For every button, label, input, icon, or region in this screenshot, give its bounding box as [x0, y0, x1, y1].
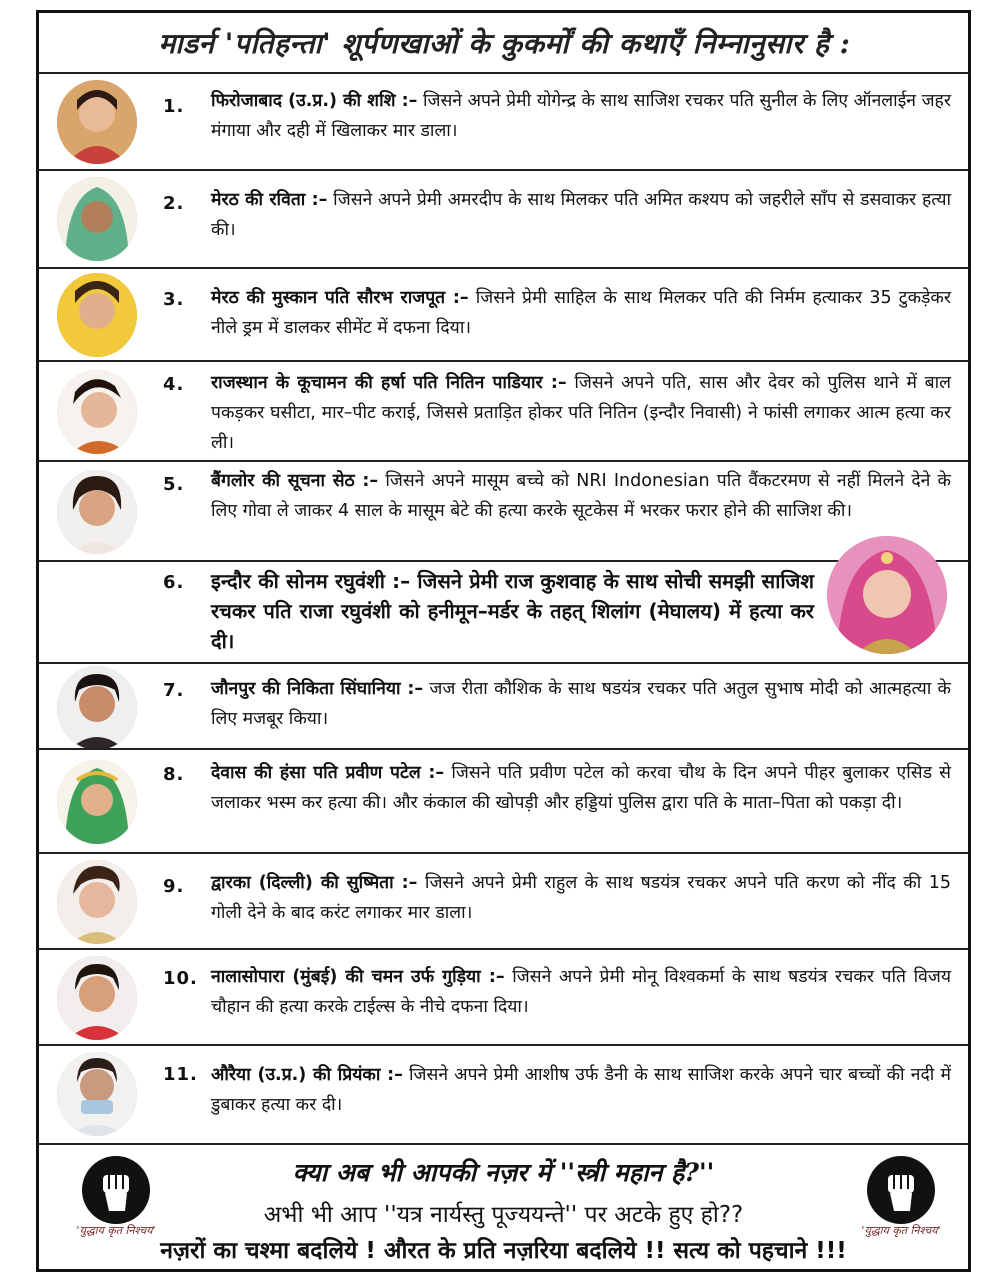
- badge-caption: 'युद्धाय कृत निश्चय': [861, 1224, 941, 1237]
- entry-number: 3.: [163, 289, 185, 310]
- entry-row-11: [38, 1044, 969, 1143]
- portrait-photo: [57, 80, 137, 164]
- entry-text: [211, 566, 814, 656]
- entry-text: [211, 283, 951, 343]
- portrait-photo: [57, 760, 137, 844]
- footer-section: [38, 1143, 969, 1270]
- entry-description: जिसने अपने पति, सास और देवर को पुलिस थाने में बाल पकड़कर घसीटा, मार–पीट कराई, जिससे प्रताड़ित होकर पति नितिन (इन्दौर निवासी) ने फांसी लगाकर आत्म हत्या कर ली।: [211, 373, 951, 453]
- entry-row-7: [38, 662, 969, 748]
- entry-description: जिसने अपने प्रेमी आशीष उर्फ डैनी के साथ साजिश करके अपने चार बच्चों की नदी में डुबाकर हत्या कर दी।: [211, 1065, 951, 1115]
- entry-name: औरैया (उ.प्र.) की प्रियंका :–: [211, 1065, 403, 1085]
- entry-name: मेरठ की मुस्कान पति सौरभ राजपूत :–: [211, 288, 469, 308]
- entry-text: [211, 185, 951, 245]
- entry-text: [211, 86, 951, 146]
- entry-name: जौनपुर की निकिता सिंघानिया :–: [211, 679, 424, 699]
- footer-slogan: नज़रों का चश्मा बदलिये ! औरत के प्रति नज़रिया बदलिये !! सत्य को पहचाने !!!: [160, 1238, 847, 1264]
- entry-number: 4.: [163, 374, 185, 395]
- entry-description: जिसने प्रेमी साहिल के साथ मिलकर पति की निर्मम हत्याकर 35 टुकड़ेकर नीले ड्रम में डालकर सीमेंट में दफना दिया।: [211, 288, 951, 338]
- entry-name: द्वारका (दिल्ली) की सुष्मिता :–: [211, 873, 418, 893]
- entry-description: जिसने अपने मासूम बच्चे को NRI Indonesian पति वैंकटरमण से नहीं मिलने देने के लिए गोवा ले जाकर 4 साल के मासूम बेटे की हत्या करके सूटकेस में भरकर फरार होने की साजिश की।: [211, 471, 951, 521]
- entry-text: [211, 674, 951, 734]
- entry-number: 7.: [163, 680, 185, 701]
- portrait-photo: [57, 860, 137, 944]
- portrait-photo: [57, 666, 137, 750]
- entry-text: [211, 1060, 951, 1120]
- entry-row-6: [38, 560, 969, 662]
- entry-row-3: [38, 267, 969, 360]
- portrait-photo: [57, 1052, 137, 1136]
- entry-number: 2.: [163, 193, 185, 214]
- entry-name: फिरोजाबाद (उ.प्र.) की शशि :–: [211, 91, 418, 111]
- entry-name: इन्दौर की सोनम रघुवंशी :–: [211, 569, 411, 593]
- footer-line-2: अभी भी आप ''यत्र नार्यस्तु पूज्ययन्ते'' पर अटके हुए हो??: [263, 1202, 744, 1228]
- entry-description: जिसने अपने प्रेमी मोनू विश्वकर्मा के साथ षडयंत्र रचकर पति विजय चौहान की हत्या करके टाईल्स के नीचे दफना दिया।: [211, 967, 952, 1017]
- page-title: माडर्न 'पतिहन्ता' शूर्पणखाओं के कुकर्मों की कथाएँ निम्नानुसार है :: [158, 27, 851, 60]
- entry-number: 8.: [163, 764, 185, 785]
- entry-description: जिसने पति प्रवीण पटेल को करवा चौथ के दिन अपने पीहर बुलाकर एसिड से जलाकर भस्म कर हत्या की। और कंकाल की खोपड़ी और हड्डियां पुलिस द्वारा पति के माता–पिता को पकड़ा दी।: [211, 763, 952, 813]
- entry-row-10: [38, 948, 969, 1044]
- entry-number: 10.: [163, 968, 198, 989]
- entry-row-1: [38, 72, 969, 169]
- entry-description: जिसने अपने प्रेमी योगेन्द्र के साथ साजिश रचकर पति सुनील के लिए ऑनलाईन जहर मंगाया और दही में खिलाकर मार डाला।: [211, 91, 952, 141]
- entry-number: 11.: [163, 1064, 198, 1085]
- entry-description: जिसने प्रेमी राज कुशवाह के साथ सोची समझी साजिश रचकर पति राजा रघुवंशी को हनीमून–मर्डर के तहत् शिलांग (मेघालय) में हत्या कर दी।: [211, 569, 814, 653]
- entry-description: जिसने अपने प्रेमी अमरदीप के साथ मिलकर पति अमित कश्यप को जहरीले साँप से डसवाकर हत्या की।: [211, 190, 951, 240]
- entry-row-5: [38, 460, 969, 560]
- portrait-photo: [57, 370, 137, 454]
- entry-number: 5.: [163, 474, 185, 495]
- entry-name: बैंगलोर की सूचना सेठ :–: [211, 471, 379, 491]
- entry-description: जिसने अपने प्रेमी राहुल के साथ षडयंत्र रचकर अपने पति करण को नींद की 15 गोली देने के बाद करंट लगाकर मार डाला।: [211, 873, 952, 923]
- portrait-photo: [57, 273, 137, 357]
- entry-text: [211, 868, 951, 928]
- entry-number: 6.: [163, 572, 185, 593]
- entry-text: [211, 758, 951, 818]
- entry-row-4: [38, 360, 969, 460]
- entry-text: [211, 466, 951, 526]
- portrait-photo: [57, 470, 137, 554]
- entry-name: मेरठ की रविता :–: [211, 190, 328, 210]
- entry-number: 1.: [163, 96, 185, 117]
- entry-name: राजस्थान के कूचामन की हर्षा पति नितिन पाडियार :–: [211, 373, 567, 393]
- entry-text: [211, 962, 951, 1022]
- footer-question: क्या अब भी आपकी नज़र में ''स्त्री महान है?'': [292, 1158, 715, 1187]
- entry-row-8: [38, 748, 969, 852]
- entry-name: नालासोपारा (मुंबई) की चमन उर्फ गुड़िया :–: [211, 967, 505, 987]
- entry-name: देवास की हंसा पति प्रवीण पटेल :–: [211, 763, 445, 783]
- badge-caption: 'युद्धाय कृत निश्चय': [76, 1224, 156, 1237]
- entry-number: 9.: [163, 876, 185, 897]
- portrait-photo: [57, 956, 137, 1040]
- entry-text: [211, 368, 951, 458]
- portrait-photo: [57, 177, 137, 261]
- entry-row-2: [38, 169, 969, 267]
- entry-row-9: [38, 852, 969, 948]
- entry-description: जज रीता कौशिक के साथ षडयंत्र रचकर पति अतुल सुभाष मोदी को आत्महत्या के लिए मजबूर किया।: [211, 679, 951, 729]
- bridal-portrait-photo: [827, 536, 947, 654]
